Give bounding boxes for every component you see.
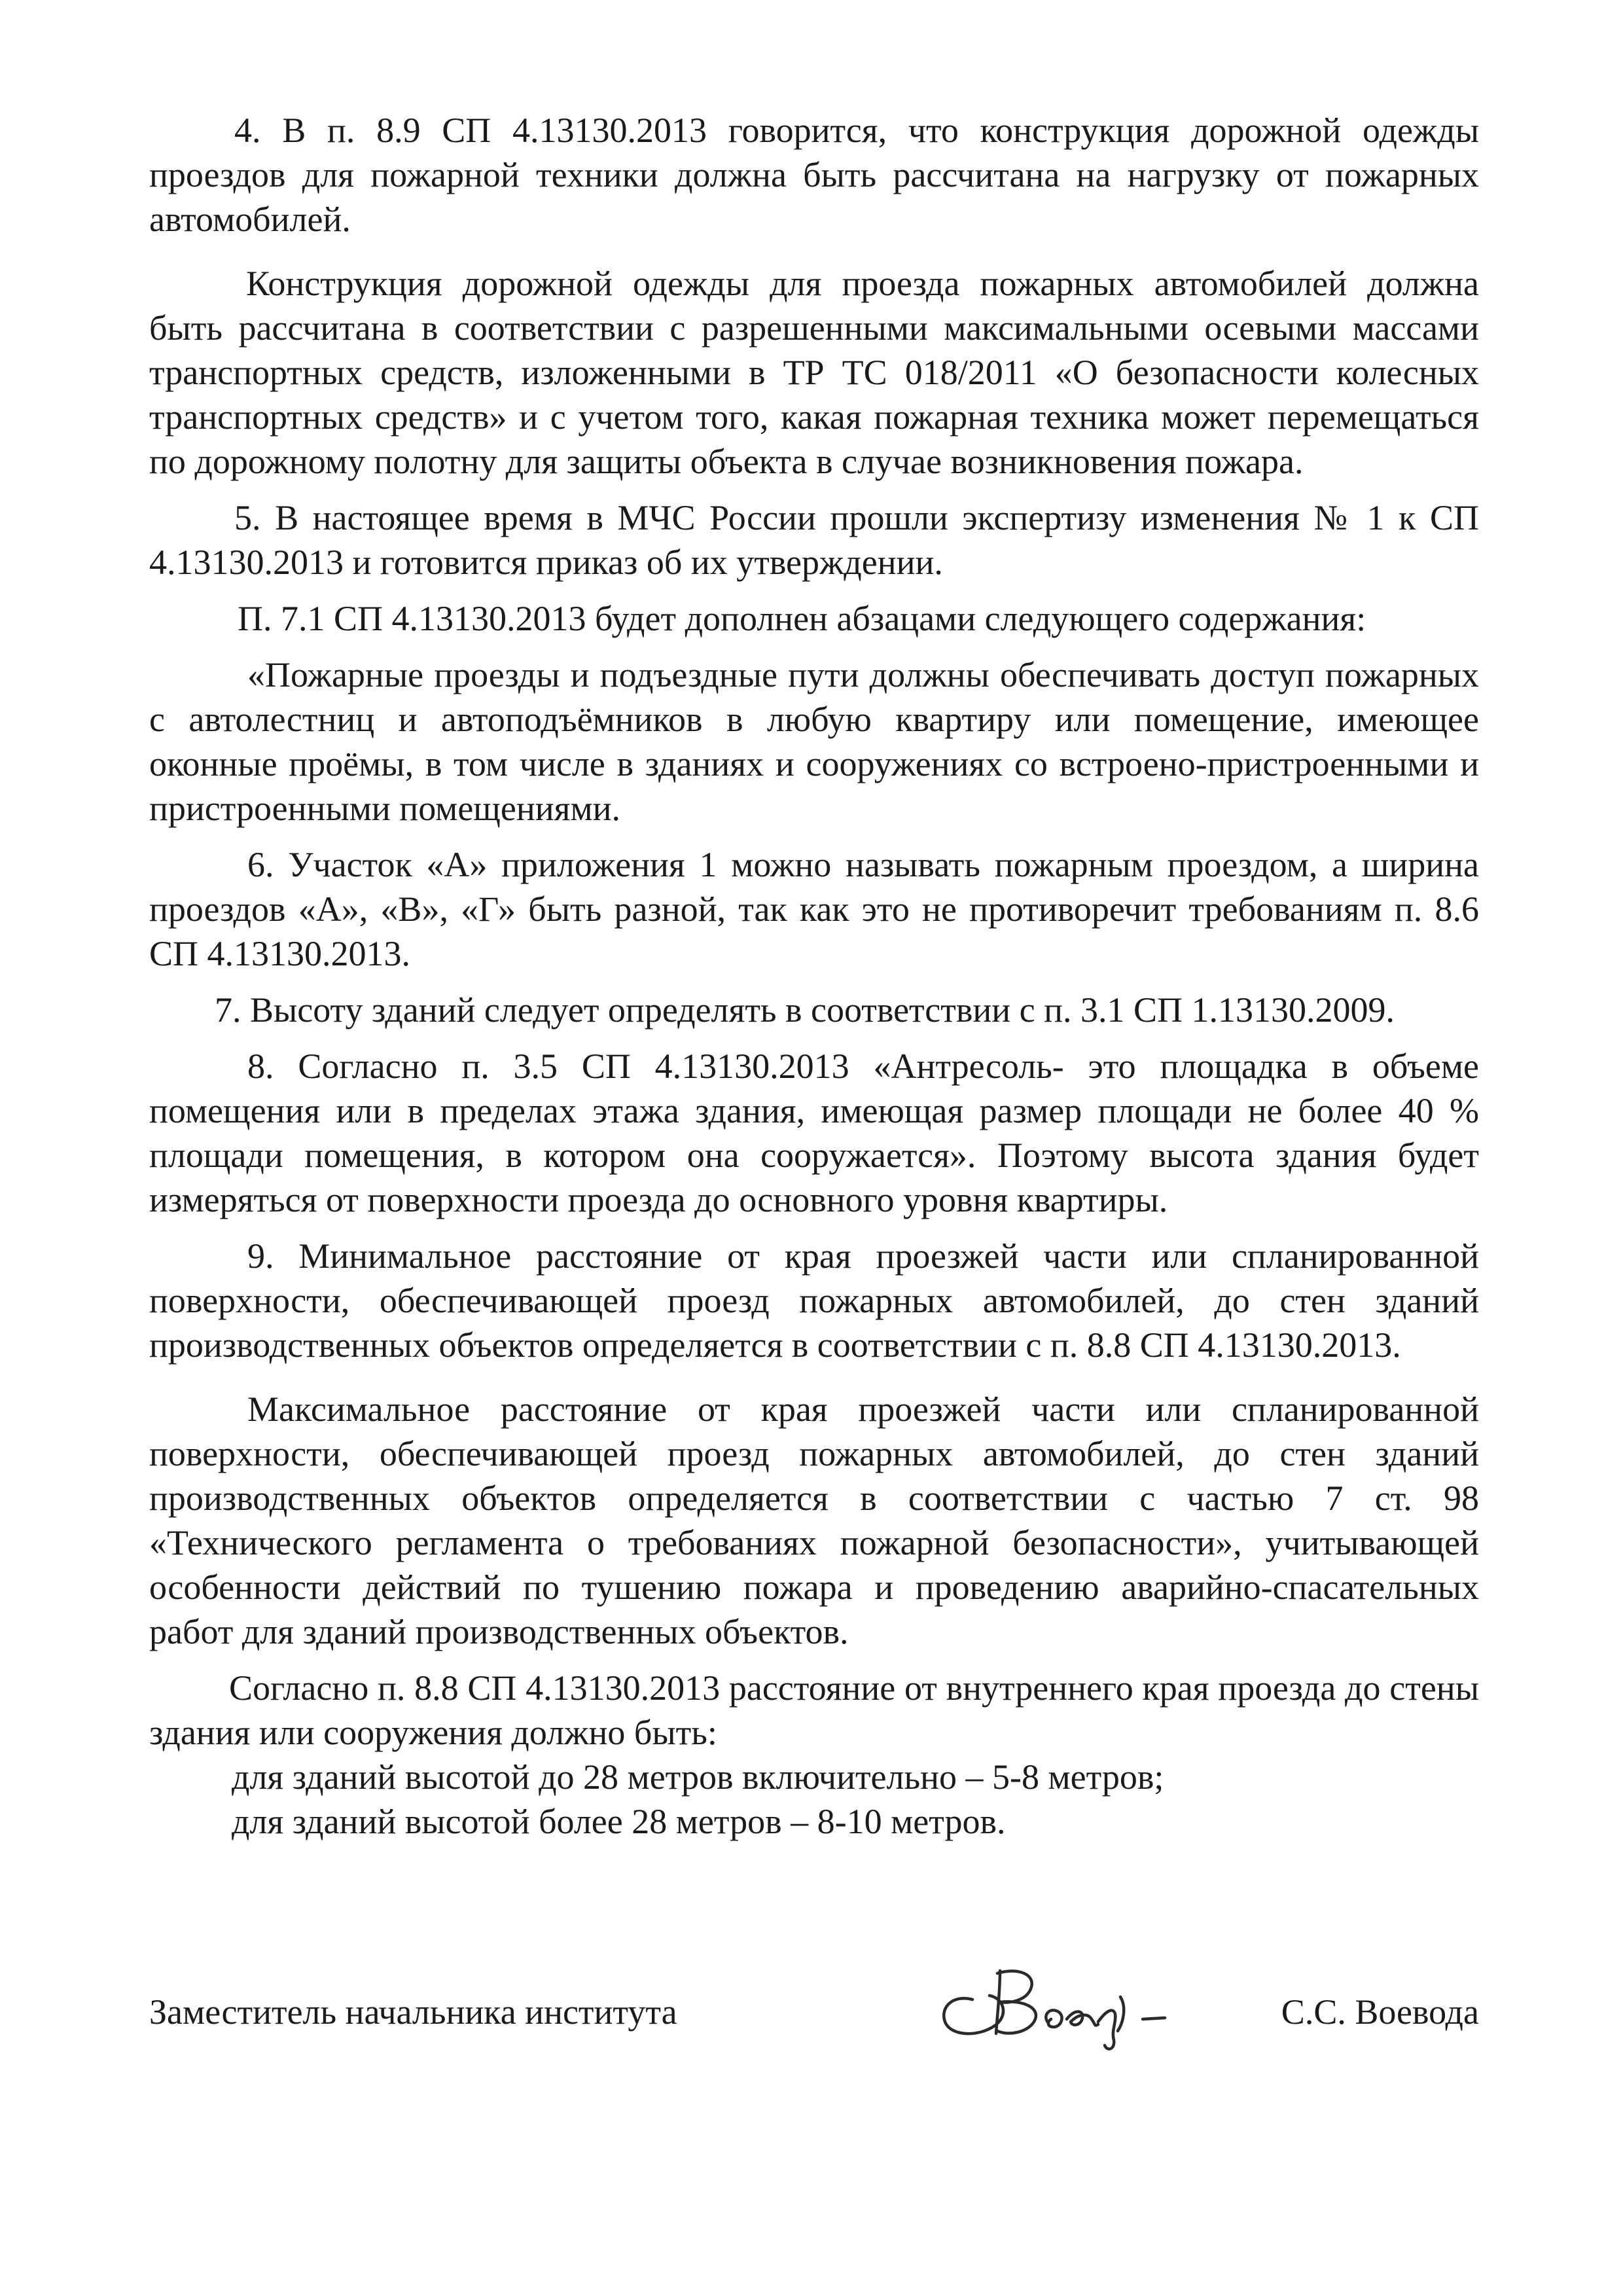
list-item-height-above-28: для зданий высотой более 28 метров – 8-10 метров.: [232, 1802, 1006, 1841]
paragraph-7-1-amendment: П. 7.1 СП 4.13130.2013 будет дополнен абзацами следующего содержания:: [238, 599, 1366, 638]
signature-block: [149, 1954, 1479, 2058]
paragraph-4: 4. В п. 8.9 СП 4.13130.2013 говорится, что конструкция дорожной одежды проездов для пожарной техники должна быть рассчитана на нагрузку от пожарных автомобилей.: [149, 111, 1479, 239]
handwritten-signature-icon: [927, 1954, 1221, 2058]
paragraph-5: 5. В настоящее время в МЧС России прошли экспертизу изменения № 1 к СП 4.13130.2013 и готовится приказ об их утверждении.: [149, 498, 1479, 582]
signatory-name: С.С. Воевода: [1281, 1992, 1479, 2032]
paragraph-6: 6. Участок «А» приложения 1 можно называть пожарным проездом, а ширина проездов «А», «В», «Г» быть разной, так как это не противоречит требованиям п. 8.6 СП 4.13130.2013.: [149, 845, 1479, 973]
paragraph-max-distance: Максимальное расстояние от края проезжей части или спланированной поверхности, обеспечивающей проезд пожарных автомобилей, до стен зданий производственных объектов определяется в соответствии с частью 7 ст. 98 «Технического регламента о требованиях пожарной безопасности», учитывающей особенности действий по тушению пожара и проведению аварийно-спасательных работ для зданий производственных объектов.: [149, 1390, 1479, 1651]
position-title: Заместитель начальника института: [149, 1992, 677, 2032]
paragraph-9: 9. Минимальное расстояние от края проезжей части или спланированной поверхности, обеспечивающей проезд пожарных автомобилей, до стен зданий производственных объектов определяется в соответствии с п. 8.8 СП 4.13130.2013.: [149, 1236, 1479, 1365]
paragraph-8: 8. Согласно п. 3.5 СП 4.13130.2013 «Антресоль- это площадка в объеме помещения или в пределах этажа здания, имеющая размер площади не более 40 % площади помещения, в котором она сооружается». Поэтому высота здания будет измеряться от поверхности проезда до основного уровня квартиры.: [149, 1047, 1479, 1219]
paragraph-quote-fire-access: «Пожарные проезды и подъездные пути должны обеспечивать доступ пожарных с автолестниц и автоподъёмников в любую квартиру или помещение, имеющее оконные проёмы, в том числе в зданиях и сооружениях со встроено-пристроенными и пристроенными помещениями.: [149, 655, 1479, 828]
paragraph-7: 7. Высоту зданий следует определять в соответствии с п. 3.1 СП 1.13130.2009.: [215, 990, 1395, 1030]
paragraph-distance-rules: Согласно п. 8.8 СП 4.13130.2013 расстояние от внутреннего края проезда до стены здания или сооружения должно быть:: [149, 1668, 1479, 1752]
list-item-height-28: для зданий высотой до 28 метров включительно – 5-8 метров;: [232, 1757, 1164, 1797]
document-body: [149, 108, 1479, 1844]
paragraph-road-construction: Конструкция дорожной одежды для проезда пожарных автомобилей должна быть рассчитана в соответствии с разрешенными максимальными осевыми массами транспортных средств, изложенными в ТР ТС 018/2011 «О безопасности колесных транспортных средств» и с учетом того, какая пожарная техника может перемещаться по дорожному полотну для защиты объекта в случае возникновения пожара.: [149, 264, 1479, 481]
